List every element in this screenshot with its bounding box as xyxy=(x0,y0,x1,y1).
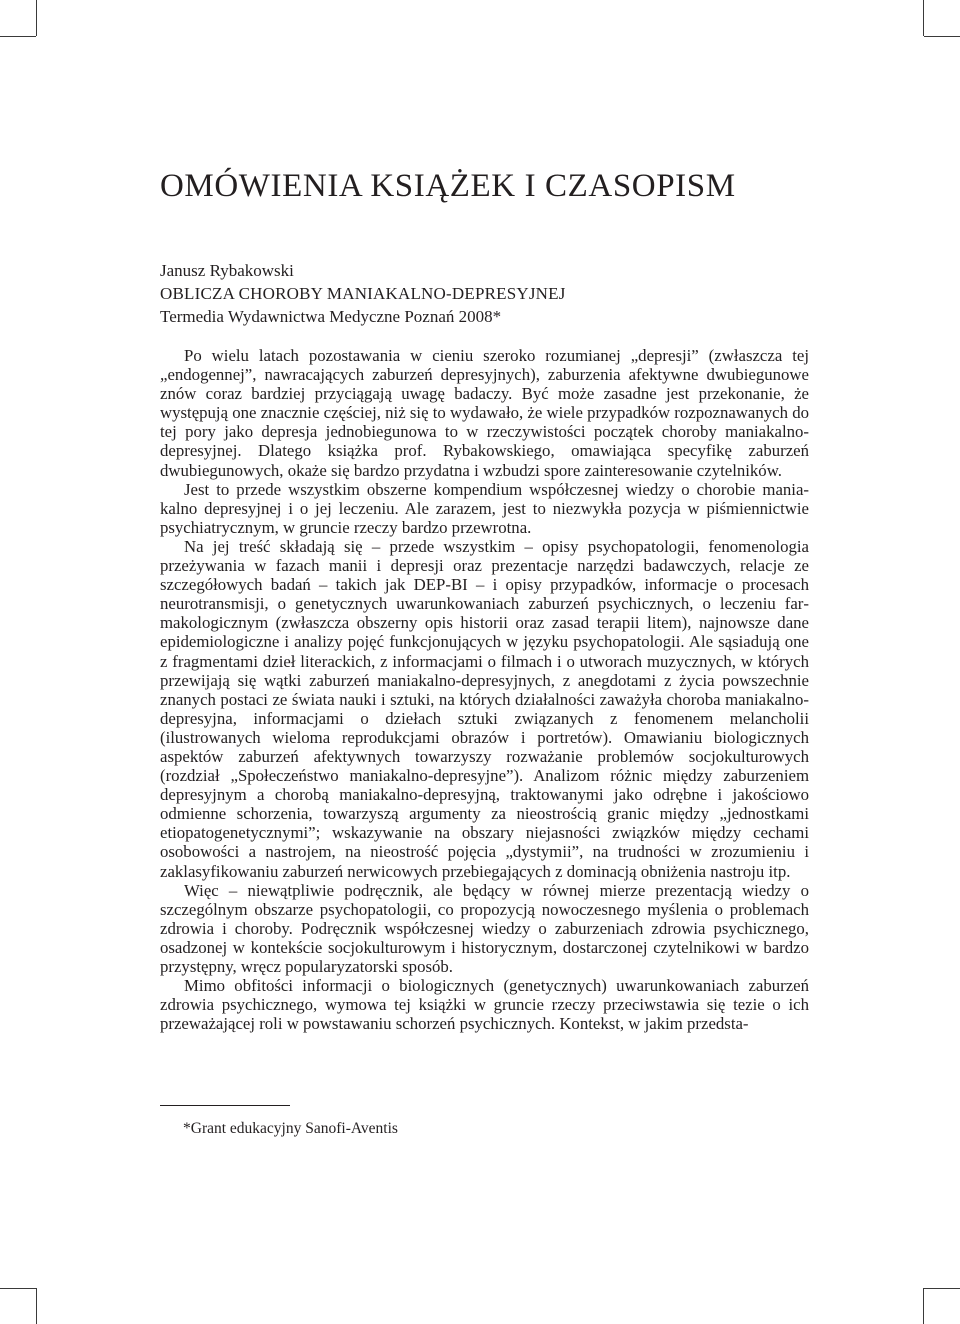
crop-mark-top-left-v xyxy=(36,0,37,36)
footnote: *Grant edukacyjny Sanofi-Aventis xyxy=(183,1120,398,1137)
paragraph: Więc – niewątpliwie podręcznik, ale będący w równej mierze prezentacją wiedzy o szczególnym obszarze psychopatologii, co propozycją nowoczesnego myślenia o problemach zdrowia i choroby. Podręcznik współczesnej wiedzy o zaburzeniach zdrowia psychicznego, osadzonej w kontekście socjokulturowym i historycznym, dostarczonej czytelnikowi w bardzo przystępny, wręcz popularyzatorski sposób. xyxy=(160,880,809,976)
footnote-divider xyxy=(160,1105,290,1106)
book-citation xyxy=(160,259,820,328)
book-title: OBLICZA CHOROBY MANIAKALNO-DEPRESYJNEJ xyxy=(160,284,566,303)
section-title: OMÓWIENIA KSIĄŻEK I CZASOPISM xyxy=(160,168,736,204)
crop-mark-top-left-h xyxy=(0,36,36,37)
crop-mark-bottom-left-v xyxy=(36,1288,37,1324)
crop-mark-bottom-left-h xyxy=(0,1288,36,1289)
book-publisher: Termedia Wydawnictwa Medyczne Poznań 2008* xyxy=(160,307,502,326)
crop-mark-bottom-right-h xyxy=(924,1288,960,1289)
crop-mark-bottom-right-v xyxy=(923,1288,924,1324)
crop-mark-top-right-v xyxy=(923,0,924,36)
book-author: Janusz Rybakowski xyxy=(160,261,294,280)
paragraph: Mimo obfitości informacji o biologicznych (genetycznych) uwarunkowaniach zaburzeń zdrowia psychicznego, wymowa tej książki w gruncie rzeczy przeciwstawia się tezie o ich przeważającej roli w powstawaniu schorzeń psychicznych. Kontekst, w jakim przedsta- xyxy=(160,976,809,1034)
review-body xyxy=(160,346,809,1033)
paragraph: Po wielu latach pozostawania w cieniu szeroko rozumianej „depresji” (zwłaszcza tej „endogennej”, nawracających zaburzeń depresyjnych), zaburzenia afektywne dwubiegunowe znów coraz bardziej przyciągają uwagę badaczy. Być może zasadne jest przekonanie, że występują one znacznie częściej, niż się to wydawało, że wiele przypadków rozpoznawanych do tej pory jako depresja jednobiegunowa to w rzeczywistości początek choroby maniakalno-depresyjnej. Dlatego książka prof. Rybakowskiego, omawiająca specyfikę zaburzeń dwubiegunowych, okaże się bardzo przydatna i wzbudzi spore zainteresowanie czytelników. xyxy=(160,346,809,480)
crop-mark-top-right-h xyxy=(924,36,960,37)
paragraph: Jest to przede wszystkim obszerne kompendium współczesnej wiedzy o chorobie maniakalno depresyjnej i o jej leczeniu. Ale zarazem, jest to niezwykła pozycja w piśmiennictwie psychiatrycznym, w gruncie rzeczy bardzo przewrotna. xyxy=(160,479,809,537)
paragraph: Na jej treść składają się – przede wszystkim – opisy psychopatologii, fenomenologia przeżywania w fazach manii i depresji oraz prezentacje narzędzi badawczych, relacje ze szczegółowych badań – takich jak DEP-BI – i opisy przypadków, informacje o procesach neurotransmisji, o genetycznych uwarunkowaniach zaburzeń psychicznych, o leczeniu farmakologicznym (zwłaszcza obszerny opis historii oraz zasad terapii litem), najnowsze dane epidemiologiczne i analizy pojęć funkcjonujących w języku psychopatologii. Ale sąsiadują one z fragmentami dzieł literackich, z informacjami o filmach i o utworach muzycznych, w których przewijają się wątki zaburzeń maniakalno-depresyjnych, z anegdotami z życia powszechnie znanych postaci ze świata nauki i sztuki, na których działalności zaważyła choroba maniakalno-depresyjna, informacjami o dziełach sztuki związanych z fenomenem melancholii (ilustrowanych wieloma reprodukcjami obrazów i portretów). Omawianiu biologicznych aspektów zaburzeń afektywnych towarzyszy rozważanie problemów socjokulturowych (rozdział „Społeczeństwo maniakalno-depresyjne”). Analizom różnic między zaburzeniem depresyjnym a chorobą maniakalno-depresyjną, traktowanymi jako odrębne i jakościowo odmienne schorzenia, towarzyszą argumenty za nieostrością granic między „jednostkami etiopatogenetycznymi”; wskazywanie na obszary niejasności związków między cechami osobowości a nastrojem, na nieostrość pojęcia „dystymii”, na trudności w zrozumieniu i zaklasyfikowaniu zaburzeń nerwicowych przebiegających z dominacją obniżenia nastroju itp. xyxy=(160,536,809,881)
